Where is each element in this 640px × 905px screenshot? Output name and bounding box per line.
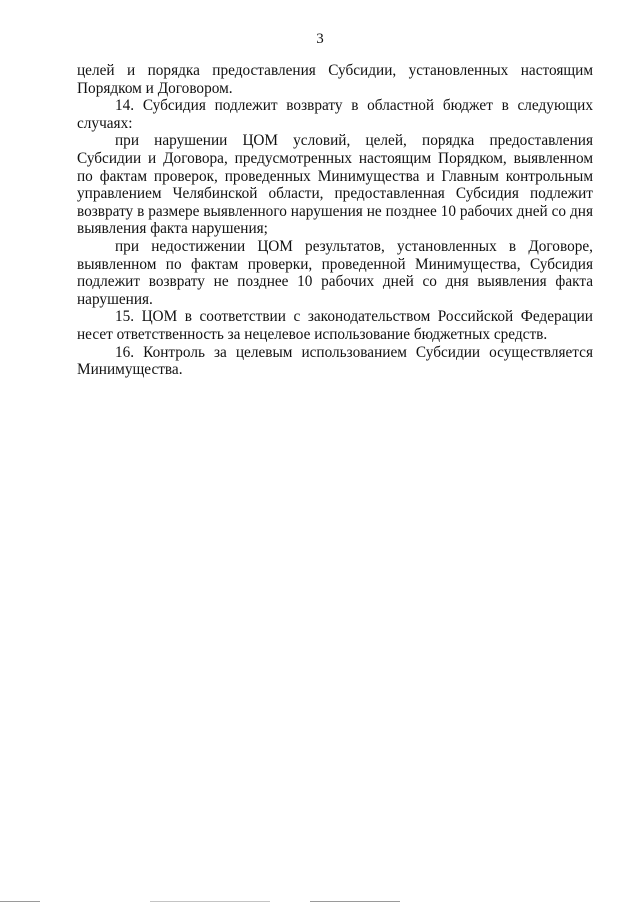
paragraph-14-violation: при нарушении ЦОМ условий, целей, порядка предоставления Субсидии и Договора, предусмотренных настоящим Порядком, выявленном по фактам проверок, проведенных Минимущества и Главным контрольным управлением Челябинской области, предоставленная Субсидия подлежит возврату в размере выявленного нарушения не позднее 10 рабочих дней со дня выявления факта нарушения; [77, 132, 593, 238]
document-body [77, 62, 593, 379]
paragraph-15: 15. ЦОМ в соответствии с законодательством Российской Федерации несет ответственность за нецелевое использование бюджетных средств. [77, 308, 593, 343]
page-number: 3 [316, 31, 324, 47]
paragraph-14-non-achievement: при недостижении ЦОМ результатов, установленных в Договоре, выявленном по фактам проверки, проведенной Минимущества, Субсидия подлежит возврату не позднее 10 рабочих дней со дня выявления факта нарушения. [77, 237, 593, 308]
paragraph-continuation: целей и порядка предоставления Субсидии, установленных настоящим Порядком и Договором. [77, 62, 593, 97]
scan-edge-artifact [0, 901, 640, 903]
paragraph-14: 14. Субсидия подлежит возврату в областной бюджет в следующих случаях: [77, 97, 593, 132]
paragraph-16: 16. Контроль за целевым использованием Субсидии осуществляется Минимущества. [77, 343, 593, 379]
